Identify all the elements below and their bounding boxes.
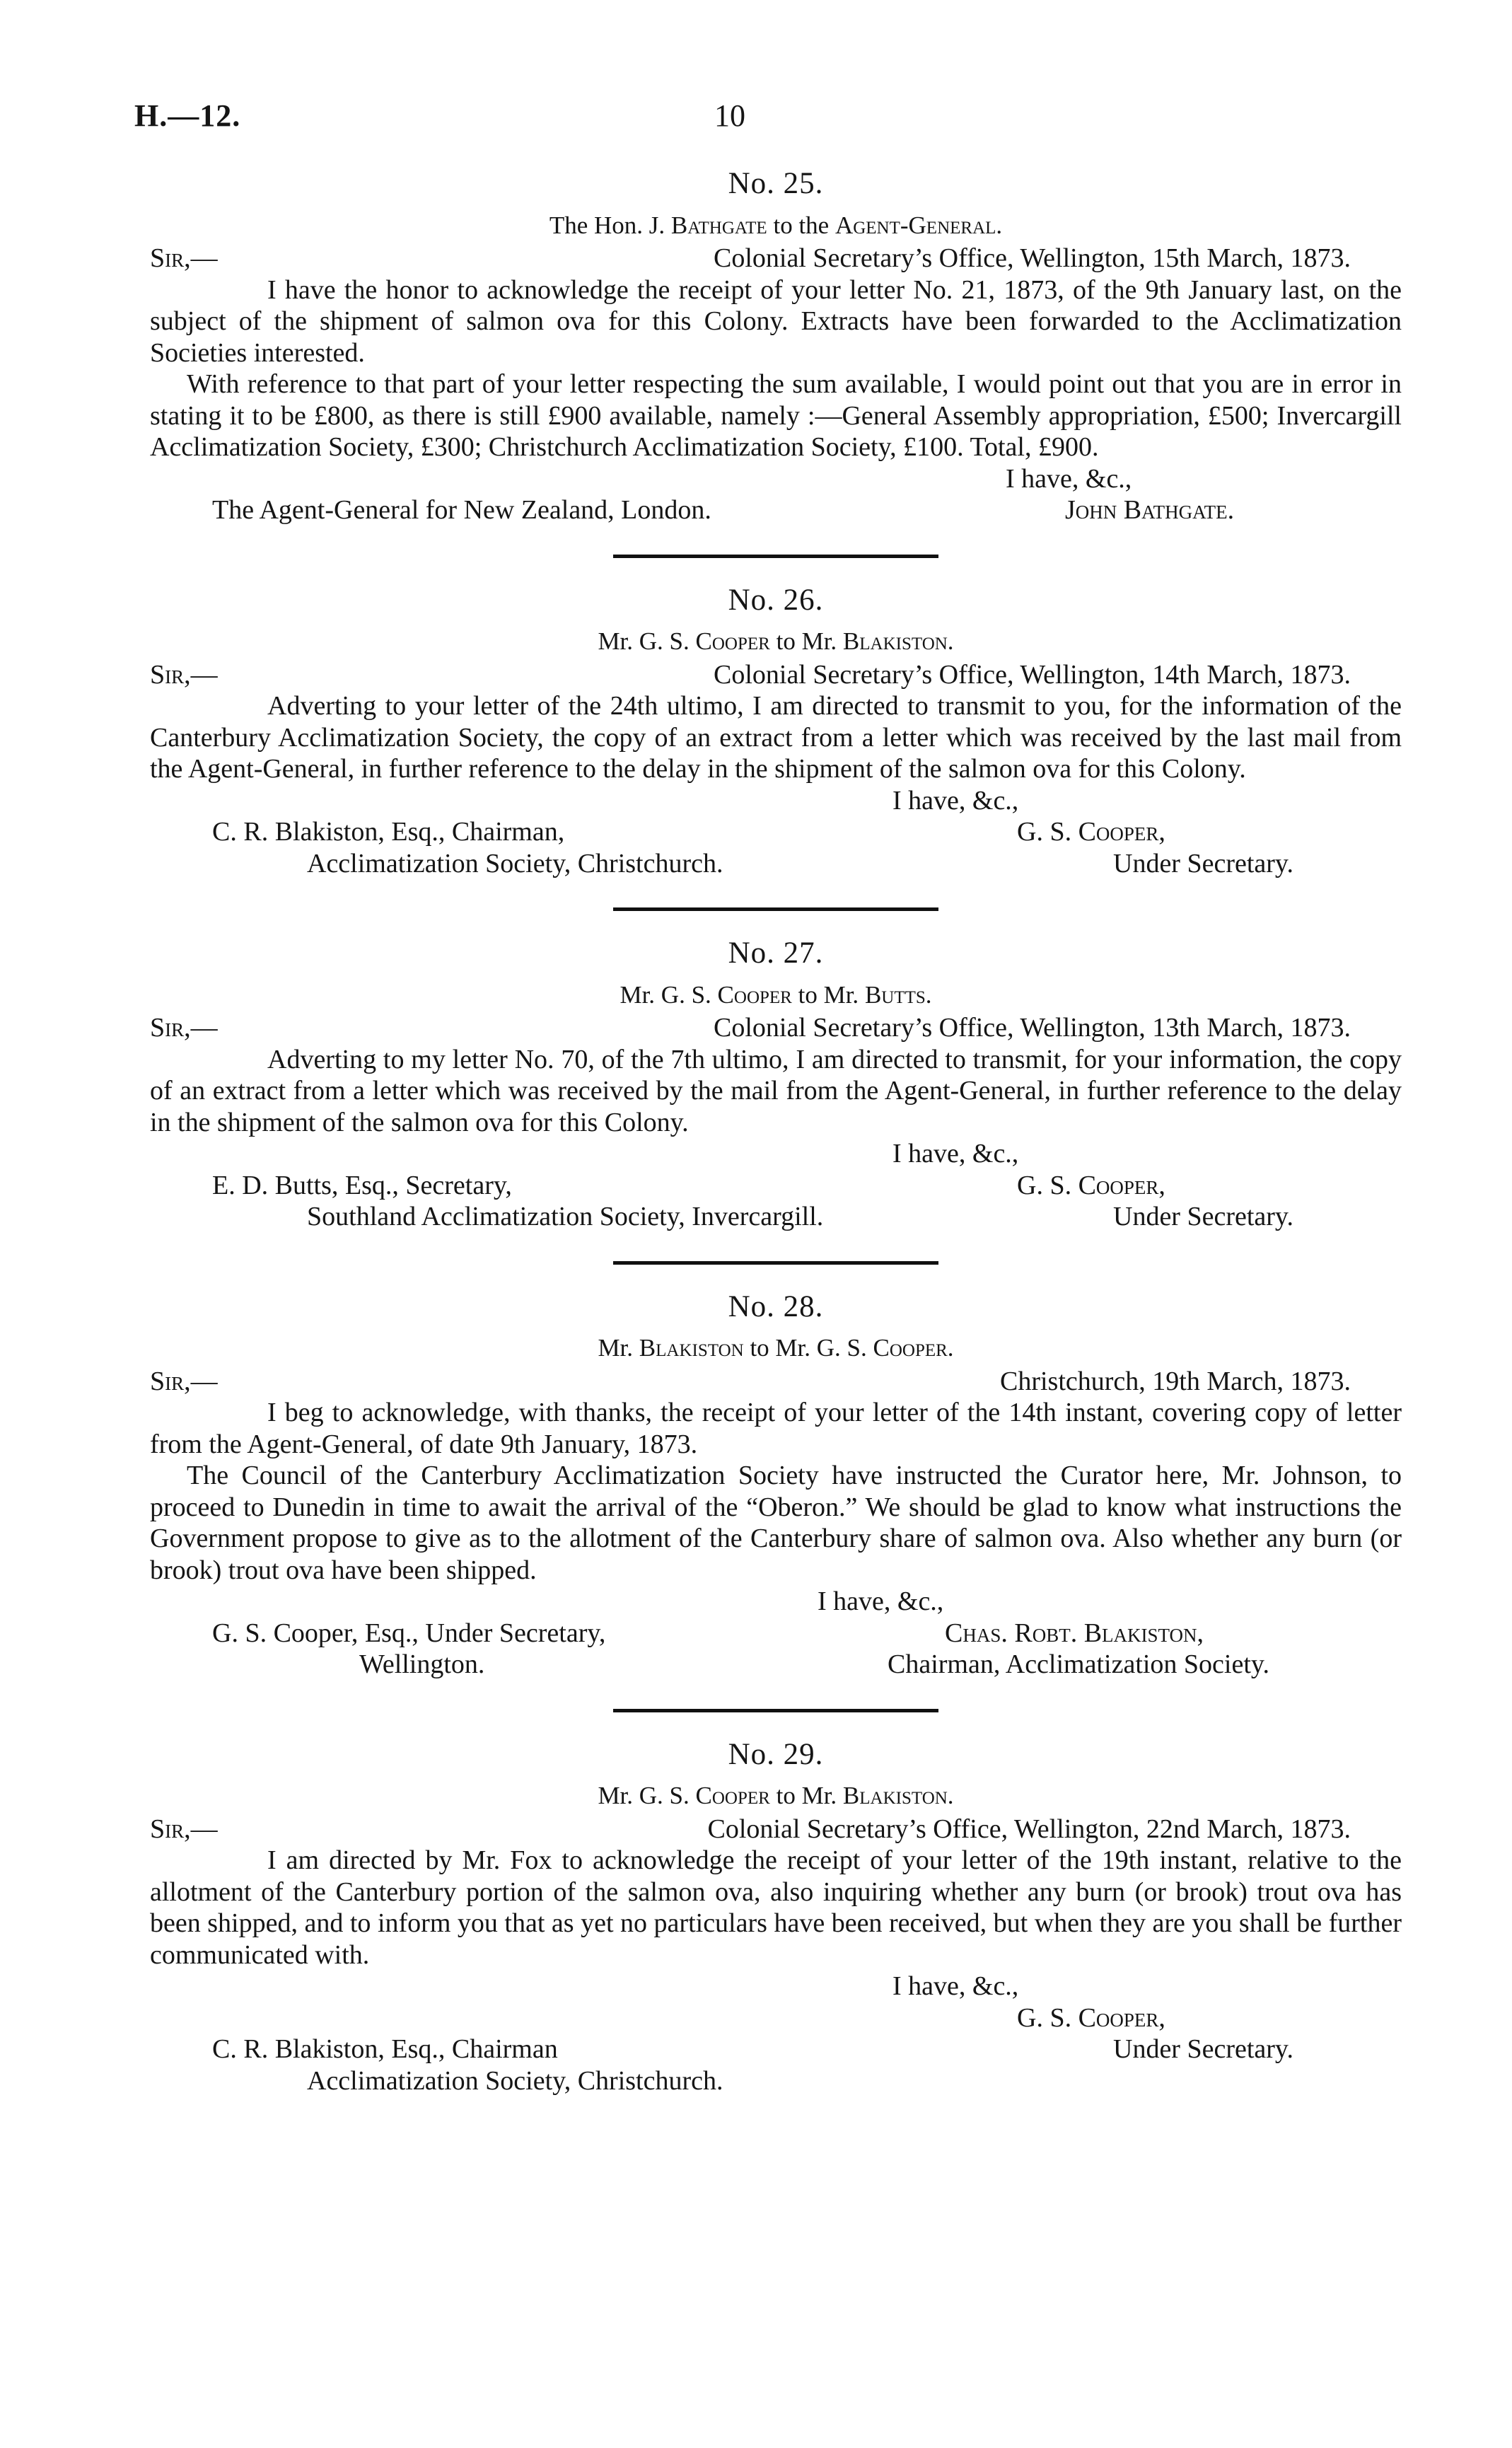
addressee: Acclimatization Society, Christchurch. [307, 2065, 723, 2096]
signature-title: Under Secretary. [1113, 2034, 1293, 2064]
paragraph: With reference to that part of your letter respecting the sum available, I would point out that you are in error in stating it to be £800, as there is still £900 available, namely :—General Assembly appropriation, £500; Invercargill Acclimatization Society, £300; Christchurch Acclimatization Society, £100. Total, £900. [150, 369, 1402, 462]
paragraph: The Council of the Canterbury Acclimatization Society have instructed the Curator here, Mr. Johnson, to proceed to Dunedin in time to await the arrival of the “Oberon.” We should be glad to know what instructions the Government propose to give as to the allotment of the Canterbury share of salmon ova. Also whether any burn (or brook) trout ova have been shipped. [150, 1461, 1402, 1585]
paragraph: I am directed by Mr. Fox to acknowledge the receipt of your letter of the 19th instant, relative to the allotment of the Canterbury portion of the salmon ova, also inquiring whether any burn (or brook) trout ova has been shipped, and to inform you that as yet no particulars have been received, but when they are you shall be further communicated with. [150, 1845, 1402, 1970]
letter-27 [150, 938, 1402, 1233]
letter-26 [150, 585, 1402, 880]
salutation: Sir,— [150, 1013, 218, 1043]
signature: G. S. Cooper, [1017, 1170, 1165, 1200]
addressee: Wellington. [359, 1649, 485, 1679]
closing: I have, &c., [892, 1971, 1019, 2001]
signature: John Bathgate. [1065, 495, 1235, 525]
letter-number: No. 26. [728, 583, 824, 617]
paragraph: Adverting to my letter No. 70, of the 7th ultimo, I am directed to transmit, for your information, the copy of an extract from a letter which was received by the mail from the Agent-General, in further reference to the delay in the shipment of the salmon ova for this Colony. [150, 1044, 1402, 1137]
addressee: G. S. Cooper, Esq., Under Secretary, [212, 1618, 606, 1648]
closing: I have, &c., [892, 1139, 1019, 1168]
signature-title: Under Secretary. [1113, 1202, 1293, 1231]
letter-25 [150, 168, 1402, 526]
dateline: Christchurch, 19th March, 1873. [999, 1366, 1351, 1396]
letter-29 [150, 1739, 1402, 2097]
letter-number: No. 29. [728, 1737, 824, 1771]
signature: Chas. Robt. Blakiston, [945, 1618, 1204, 1648]
closing: I have, &c., [892, 785, 1019, 816]
letter-number: No. 28. [728, 1289, 824, 1323]
letter-heading: Mr. Blakiston to Mr. G. S. Cooper. [598, 1334, 954, 1362]
paragraph: Adverting to your letter of the 24th ultimo, I am directed to transmit to you, for the information of the Canterbury Acclimatization Society, the copy of an extract from a letter which was received by the last mail from the Agent-General, in further reference to the delay in the shipment of the salmon ova for this Colony. [150, 691, 1402, 784]
dateline: Colonial Secretary’s Office, Wellington, 15th March, 1873. [713, 243, 1351, 273]
document-reference: H.—12. [134, 98, 241, 133]
salutation: Sir,— [150, 1366, 218, 1396]
paragraph: I have the honor to acknowledge the receipt of your letter No. 21, 1873, of the 9th January last, on the subject of the shipment of salmon ova for this Colony. Extracts have been forwarded to the Acclimatization Societies interested. [150, 274, 1402, 368]
addressee: C. R. Blakiston, Esq., Chairman [212, 2034, 558, 2064]
page-number: 10 [714, 98, 745, 133]
dateline: Colonial Secretary’s Office, Wellington, 14th March, 1873. [713, 659, 1351, 690]
letter-28 [150, 1289, 1402, 1681]
addressee: C. R. Blakiston, Esq., Chairman, [212, 817, 565, 847]
letter-heading: Mr. G. S. Cooper to Mr. Blakiston. [598, 627, 954, 655]
addressee: Acclimatization Society, Christchurch. [307, 848, 723, 878]
salutation: Sir,— [150, 659, 218, 690]
addressee: Southland Acclimatization Society, Invercargill. [307, 1202, 824, 1231]
salutation: Sir,— [150, 243, 218, 273]
salutation: Sir,— [150, 1814, 218, 1844]
letter-heading: Mr. G. S. Cooper to Mr. Butts. [620, 980, 932, 1009]
addressee: The Agent-General for New Zealand, London. [212, 495, 711, 525]
section-divider [613, 555, 938, 558]
letter-number: No. 27. [728, 936, 824, 970]
signature: G. S. Cooper, [1017, 817, 1165, 847]
dateline: Colonial Secretary’s Office, Wellington, 13th March, 1873. [713, 1013, 1351, 1043]
letter-heading: The Hon. J. Bathgate to the Agent-General. [549, 211, 1003, 239]
letter-heading: Mr. G. S. Cooper to Mr. Blakiston. [598, 1782, 954, 1809]
section-divider [613, 907, 938, 911]
signature: G. S. Cooper, [1017, 2002, 1165, 2033]
signature-title: Under Secretary. [1113, 848, 1293, 878]
dateline: Colonial Secretary’s Office, Wellington, 22nd March, 1873. [707, 1814, 1351, 1844]
section-divider [613, 1709, 938, 1712]
document-body [150, 168, 1402, 2096]
letter-number: No. 25. [728, 167, 824, 200]
addressee: E. D. Butts, Esq., Secretary, [212, 1170, 512, 1200]
section-divider [613, 1261, 938, 1265]
signature-title: Chairman, Acclimatization Society. [888, 1649, 1269, 1679]
closing: I have, &c., [818, 1586, 944, 1616]
closing: I have, &c., [1006, 463, 1132, 494]
paragraph: I beg to acknowledge, with thanks, the receipt of your letter of the 14th instant, covering copy of letter from the Agent-General, of date 9th January, 1873. [150, 1398, 1402, 1459]
